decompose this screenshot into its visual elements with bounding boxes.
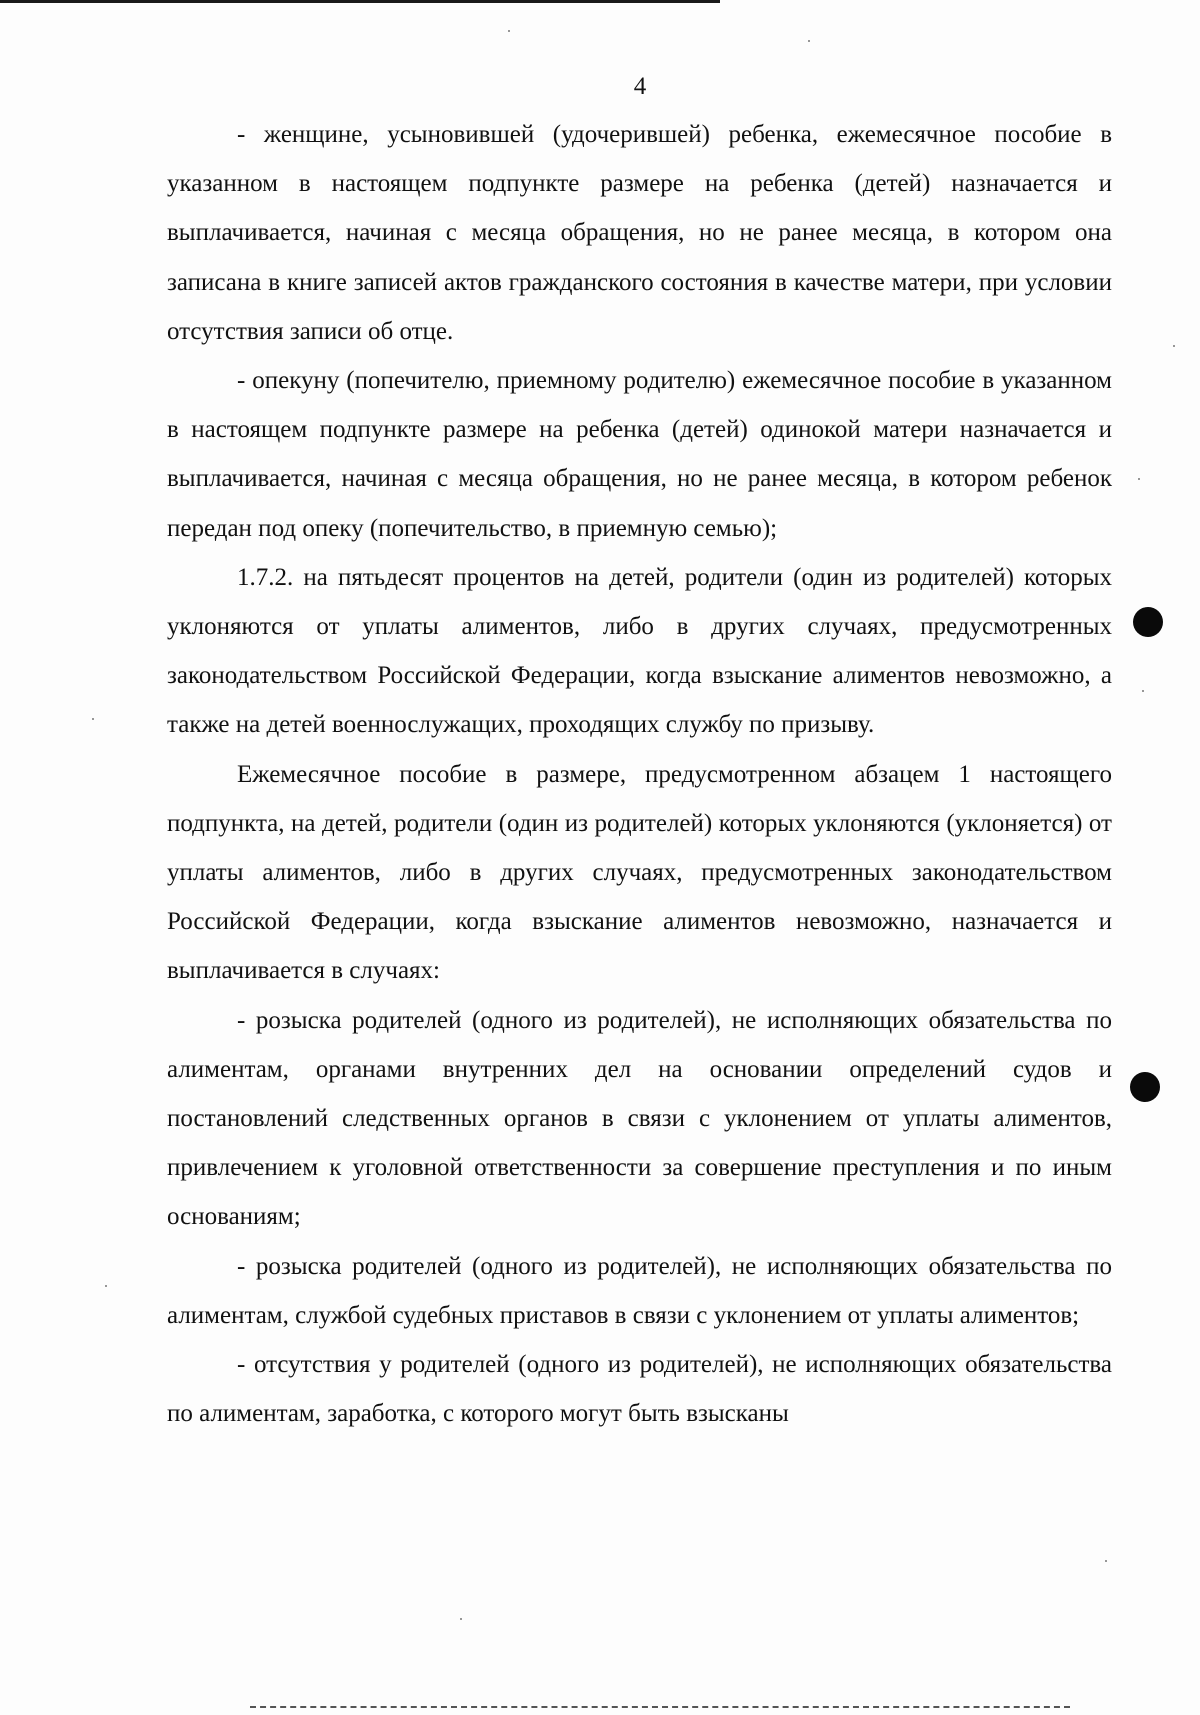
scan-speck (1142, 690, 1144, 692)
scan-speck (92, 718, 94, 720)
scan-speck (508, 30, 510, 32)
paragraph-search-bailiffs: - розыска родителей (одного из родителей), не исполняющих обязательства по алиментам, службой судебных приставов в связи с уклонением от уплаты алиментов; (167, 1252, 1112, 1329)
paragraph-guardian: - опекуну (попечителю, приемному родителю) ежемесячное пособие в указанном в настоящем подпункте размере на ребенка (детей) одинокой матери назначается и выплачивается, начиная с месяца обращения, но не ранее месяца, в котором ребенок передан под опеку (попечительство, в приемную семью); (167, 367, 1112, 542)
scan-speck (1138, 478, 1140, 480)
paragraph-search-police: - розыска родителей (одного из родителей), не исполняющих обязательства по алиментам, органами внутренних дел на основании определений судов и постановлений следственных органов в связи с уклонением от уплаты алиментов, привлечением к уголовной ответственности за совершение преступления и по иным основаниям; (167, 1006, 1112, 1231)
punch-hole-mark (1130, 1072, 1160, 1102)
paragraph-adoptive-mother: - женщине, усыновившей (удочерившей) ребенка, ежемесячное пособие в указанном в настоящем подпункте размере на ребенка (детей) назначается и выплачивается, начиная с месяца обращения, но не ранее месяца, в котором она записана в книге записей актов гражданского состояния в качестве матери, при условии отсутствия записи об отце. (167, 121, 1112, 345)
scan-speck (460, 1618, 462, 1620)
top-edge-rule (0, 0, 720, 3)
scan-speck (1173, 345, 1175, 347)
paragraph-1-7-2: 1.7.2. на пятьдесят процентов на детей, родители (один из родителей) которых уклоняются от уплаты алиментов, либо в других случаях, предусмотренных законодательством Российской Федерации, когда взыскание алиментов невозможно, а также на детей военнослужащих, проходящих службу по призыву. (167, 563, 1112, 739)
paragraph-monthly-allowance: Ежемесячное пособие в размере, предусмотренном абзацем 1 настоящего подпункта, на детей, родители (один из родителей) которых уклоняются (уклоняется) от уплаты алиментов, либо в других случаях, предусмотренных законодательством Российской Федерации, когда взыскание алиментов невозможно, назначается и выплачивается в случаях: (167, 760, 1112, 985)
page-number: 4 (633, 73, 647, 100)
punch-hole-mark (1133, 607, 1163, 637)
paragraph-no-earnings: - отсутствия у родителей (одного из родителей), не исполняющих обязательства по алиментам, заработка, с которого могут быть взысканы (167, 1351, 1112, 1428)
scan-speck (1105, 1560, 1107, 1562)
scan-speck (105, 1285, 107, 1287)
scan-speck (808, 40, 810, 42)
bottom-edge-rule (250, 1706, 1070, 1708)
document-body (167, 110, 1112, 1438)
